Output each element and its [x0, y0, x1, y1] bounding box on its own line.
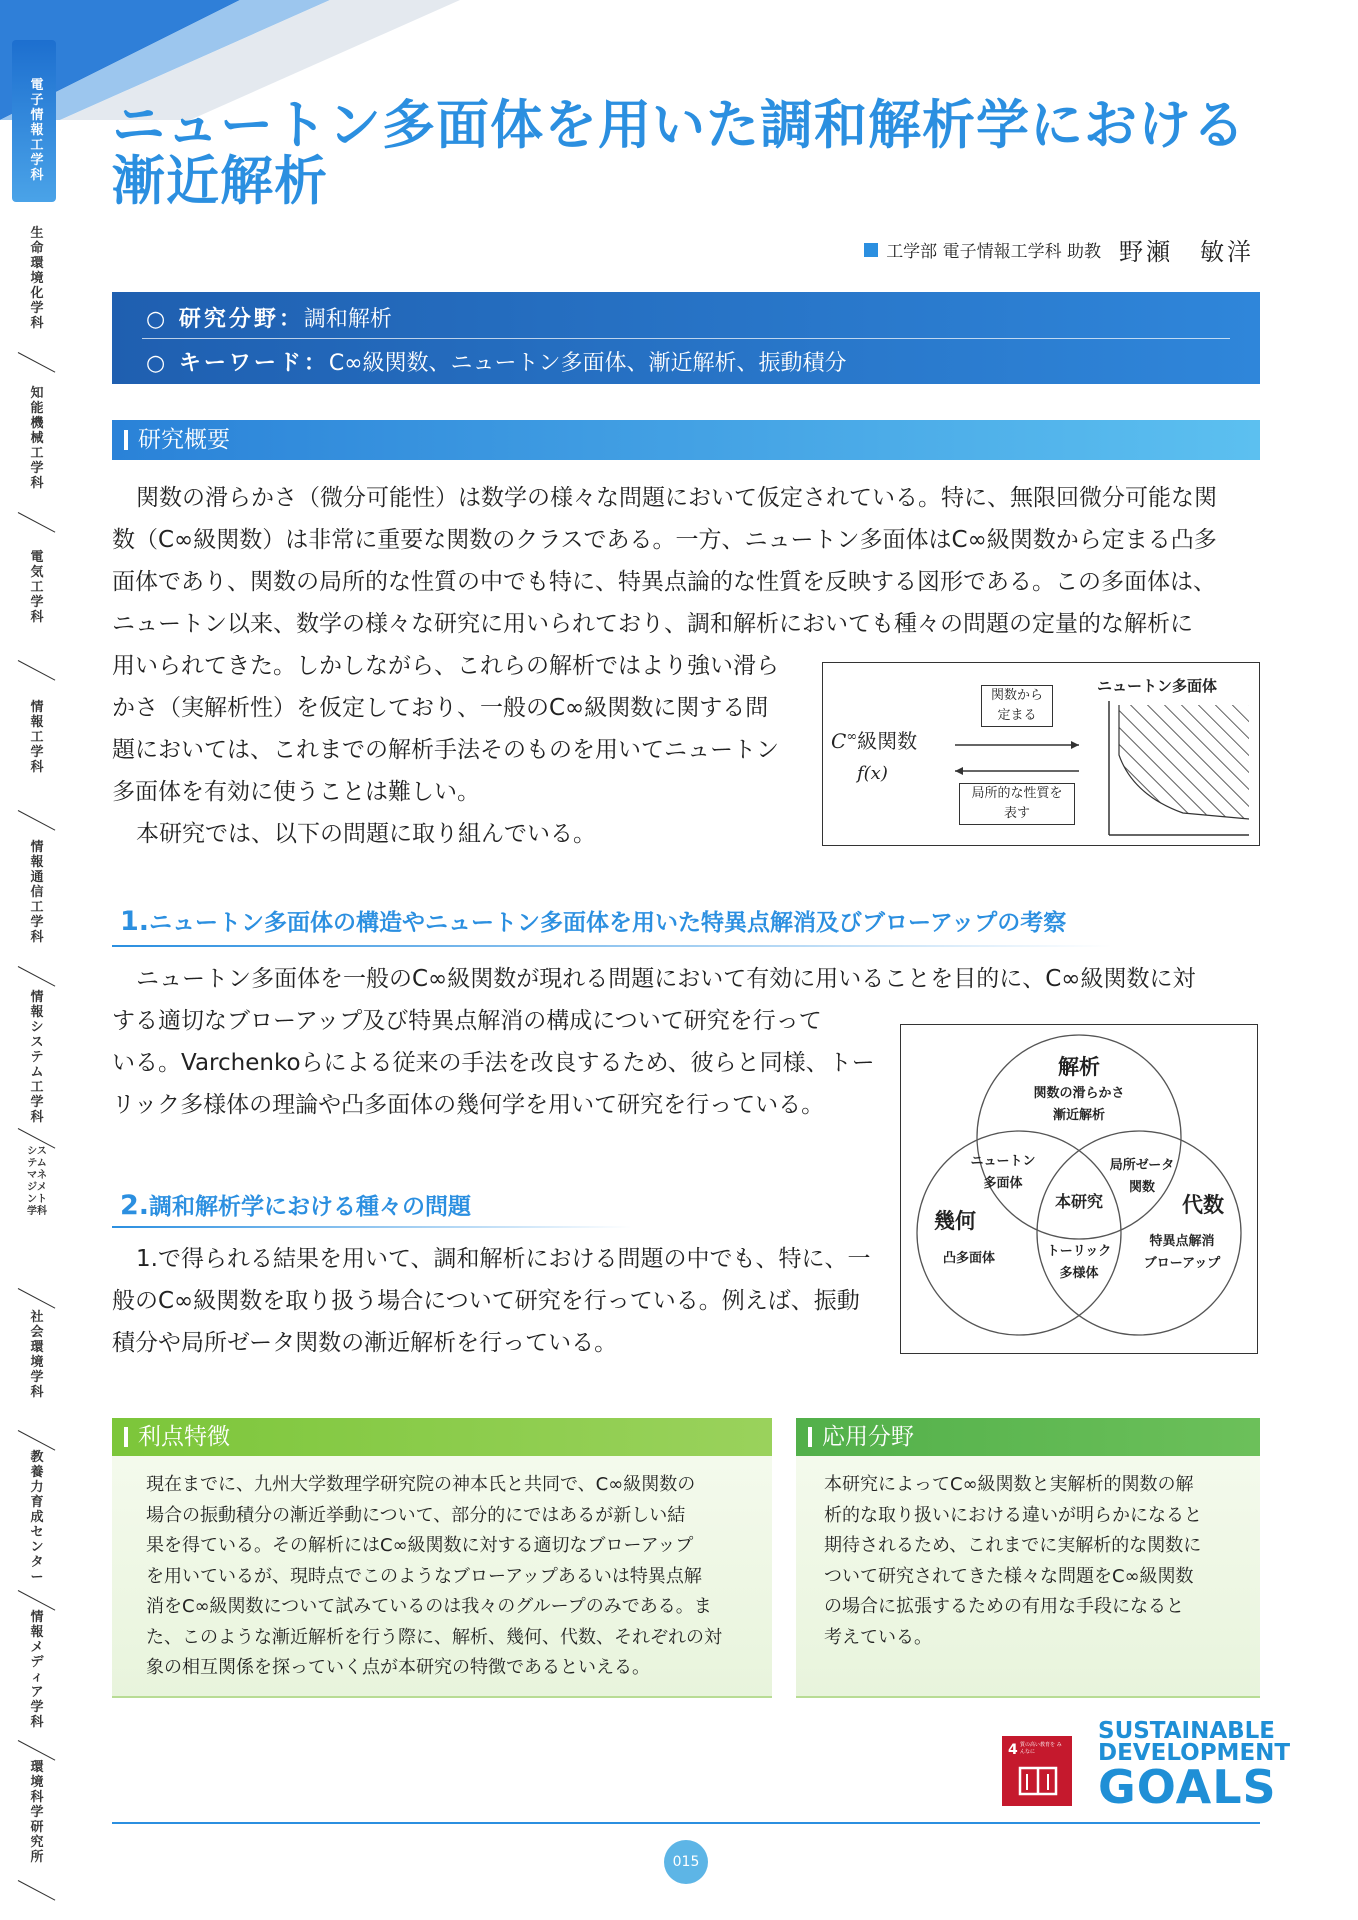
venn-analysis-sub-line: 漸近解析 — [1052, 1108, 1105, 1123]
department-sidebar — [0, 0, 70, 1920]
section1-num: 1. — [120, 906, 150, 937]
applications-heading: 応用分野 — [822, 1424, 914, 1450]
book-icon — [1018, 1764, 1058, 1798]
section1-line: ニュートン多面体を一般のC∞級関数が現れる問題において有効に用いることを目的に、C∞級関数に対 — [136, 966, 1196, 992]
hatched-polyhedron-icon — [1103, 695, 1253, 841]
features-line: 象の相互関係を探っていく点が本研究の特徴であるといえる。 — [146, 1657, 650, 1678]
sidebar-item-env-sci[interactable]: 環境科学研究所 — [30, 1760, 44, 1865]
sidebar-item-electrical[interactable]: 電気工学科 — [30, 550, 44, 625]
sdg-line-1: SUSTAINABLE — [1098, 1718, 1276, 1744]
function-symbol: C — [831, 729, 847, 753]
overview-line: 本研究では、以下の問題に取り組んでいる。 — [136, 821, 596, 847]
venn-analysis-sub-line: 関数の滑らかさ — [1033, 1086, 1125, 1101]
section1-line: いる。Varchenkoらによる従来の手法を改良するため、彼らと同様、トー — [112, 1050, 875, 1076]
features-panel — [112, 1418, 772, 1698]
applications-text — [824, 1470, 1254, 1653]
section2-line: 積分や局所ゼータ関数の漸近解析を行っている。 — [112, 1330, 618, 1356]
function-sup: ∞ — [846, 729, 858, 745]
sdg-line-3: GOALS — [1098, 1760, 1277, 1814]
features-heading-bar — [112, 1418, 772, 1456]
research-info-box — [112, 292, 1260, 384]
applications-line: 考えている。 — [824, 1626, 932, 1648]
research-field-value: 調和解析 — [303, 307, 392, 332]
sidebar-divider — [18, 512, 56, 533]
author-name: 野瀬 敏洋 — [1119, 238, 1254, 266]
venn-toric — [1033, 1241, 1125, 1285]
title-line-2: 漸近解析 — [112, 151, 328, 212]
venn-geometry-sub: 凸多面体 — [942, 1251, 995, 1266]
keyword-row — [146, 346, 847, 377]
sidebar-divider — [18, 810, 56, 831]
polyhedron-label: ニュートン多面体 — [1097, 677, 1218, 695]
section1-line: する適切なブローアップ及び特異点解消の構成について研究を行って — [112, 1008, 822, 1034]
sdg-logo — [1098, 1718, 1291, 1814]
page-title — [112, 95, 1292, 212]
venn-toric-line: トーリック — [1046, 1244, 1112, 1259]
applications-heading-bar — [796, 1418, 1260, 1456]
sidebar-item-civil-env[interactable]: 社会環境学科 — [30, 1310, 44, 1400]
overview-line: かさ（実解析性）を仮定しており、一般のC∞級関数に関する問 — [112, 695, 769, 721]
defines-box-line: 定まる — [997, 708, 1037, 723]
venn-analysis-sub — [1011, 1083, 1147, 1127]
author-square-icon — [864, 243, 878, 257]
section2-num: 2. — [120, 1190, 150, 1221]
section1-heading — [120, 904, 1066, 937]
venn-algebra-sub-line: 特異点解消 — [1149, 1234, 1215, 1249]
sdg-icon-text: 質の高い教育を みんなに — [1020, 1742, 1062, 1755]
sdg-icon-number: 4 — [1008, 1742, 1018, 1758]
features-line: 場合の振動積分の漸近挙動について、部分的にではあるが新しい結 — [146, 1504, 686, 1526]
research-field-row — [146, 302, 392, 333]
sidebar-item-cs[interactable]: 情報工学科 — [30, 700, 44, 775]
features-line: た、このような漸近解析を行う際に、解析、幾何、代数、それぞれの対 — [146, 1626, 722, 1648]
overview-line: 面体であり、関数の局所的な性質の中でも特に、特異点論的な性質を反映する図形である。この多面体は、 — [112, 569, 1216, 595]
section2-paragraph — [112, 1238, 892, 1364]
info-divider — [142, 338, 1230, 339]
sidebar-divider — [18, 966, 56, 987]
features-text — [146, 1470, 756, 1684]
heading-mark — [808, 1427, 812, 1447]
author-affiliation: 工学部 電子情報工学科 助教 — [886, 242, 1101, 262]
sidebar-item-info-media[interactable]: 情報メディア学科 — [30, 1610, 44, 1730]
newton-polyhedron-figure — [822, 662, 1260, 846]
defines-box-line: 関数から — [990, 688, 1043, 703]
section2-line: 1.で得られる結果を用いて、調和解析における問題の中でも、特に、一 — [136, 1246, 871, 1272]
heading-mark — [124, 1427, 128, 1447]
venn-newton-line: ニュートン — [970, 1154, 1036, 1169]
represents-box-line: 局所的な性質を — [971, 786, 1063, 801]
sidebar-item-ece[interactable]: 電子情報工学科 — [30, 78, 44, 183]
venn-geometry-title: 幾何 — [934, 1209, 976, 1233]
venn-newton-polyhedron — [961, 1151, 1045, 1195]
section2-line: 般のC∞級関数を取り扱う場合について研究を行っている。例えば、振動 — [112, 1288, 860, 1314]
page-number: 015 — [664, 1840, 708, 1884]
overview-line: 数（C∞級関数）は非常に重要な関数のクラスである。一方、ニュートン多面体はC∞級関数から定まる凸多 — [112, 527, 1217, 553]
venn-algebra-title: 代数 — [1182, 1193, 1224, 1217]
sidebar-item-sys-mgmt[interactable]: システムマネジメント学科 — [27, 1146, 47, 1217]
applications-panel — [796, 1418, 1260, 1698]
applications-line: 本研究によってC∞級関数と実解析的関数の解 — [824, 1474, 1194, 1495]
overview-heading-bar — [112, 420, 1260, 460]
venn-diagram-figure — [900, 1024, 1258, 1354]
features-line: 果を得ている。その解析にはC∞級関数に対する適切なブローアップ — [146, 1535, 694, 1556]
venn-algebra-sub-line: ブローアップ — [1143, 1256, 1221, 1271]
sidebar-item-info-sys[interactable]: 情報システム工学科 — [30, 990, 44, 1125]
author-info — [864, 232, 1254, 267]
sidebar-divider — [18, 1740, 56, 1761]
research-field-label: ○ 研究分野： — [146, 307, 304, 332]
keyword-value: C∞級関数、ニュートン多面体、漸近解析、振動積分 — [328, 351, 847, 376]
footer-line — [112, 1822, 1260, 1824]
heading-mark — [124, 430, 128, 450]
overview-heading: 研究概要 — [138, 427, 230, 453]
sidebar-divider — [18, 1430, 56, 1451]
features-line: 現在までに、九州大学数理学研究院の神本氏と共同で、C∞級関数の — [146, 1474, 696, 1495]
features-heading: 利点特徴 — [138, 1424, 230, 1450]
section2-heading — [120, 1188, 471, 1221]
section1-line: リック多様体の理論や凸多面体の幾何学を用いて研究を行っている。 — [112, 1092, 825, 1118]
venn-zeta-line: 局所ゼータ — [1109, 1158, 1175, 1173]
applications-line: の場合に拡張するための有用な手段になると — [824, 1596, 1184, 1617]
represents-box-line: 表す — [1003, 806, 1030, 821]
overview-line: 題においては、これまでの解析手法そのものを用いてニュートン — [112, 737, 779, 763]
venn-toric-line: 多様体 — [1059, 1266, 1099, 1281]
sdg-goal-4-icon — [1002, 1736, 1072, 1806]
section1-title: ニュートン多面体の構造やニュートン多面体を用いた特異点解消及びブローアップの考察 — [149, 910, 1067, 936]
features-line: 消をC∞級関数について試みているのは我々のグループのみである。ま — [146, 1596, 712, 1617]
venn-zeta-line: 関数 — [1128, 1180, 1155, 1195]
overview-line: 関数の滑らかさ（微分可能性）は数学の様々な問題において仮定されている。特に、無限回微分可能な関 — [136, 485, 1217, 511]
sidebar-item-info-comm[interactable]: 情報通信工学科 — [30, 840, 44, 945]
overview-line: 多面体を有効に使うことは難しい。 — [112, 779, 480, 805]
sidebar-item-intelligent-mech[interactable]: 知能機械工学科 — [30, 386, 44, 491]
keyword-label: ○ キーワード： — [146, 351, 329, 376]
function-arg: f(x) — [857, 763, 888, 784]
venn-center: 本研究 — [1054, 1192, 1103, 1211]
sidebar-item-life-env-chem[interactable]: 生命環境化学科 — [30, 226, 44, 331]
function-class-label: 級関数 — [857, 729, 918, 753]
section1-underline — [112, 945, 1112, 947]
sidebar-item-liberal-arts[interactable]: 教養力育成センター — [30, 1450, 44, 1585]
venn-newton-line: 多面体 — [983, 1176, 1023, 1191]
venn-algebra-sub — [1123, 1231, 1241, 1275]
section2-underline — [112, 1226, 632, 1228]
applications-line: 析的な取り扱いにおける違いが明らかになると — [824, 1504, 1202, 1526]
applications-bottom-line — [796, 1696, 1260, 1698]
section2-title: 調和解析学における種々の問題 — [149, 1194, 472, 1220]
features-line: を用いているが、現時点でこのようなブローアップあるいは特異点解 — [146, 1565, 702, 1587]
overview-line: 用いられてきた。しかしながら、これらの解析ではより強い滑ら — [112, 653, 779, 679]
sidebar-divider — [18, 1288, 56, 1309]
sidebar-divider — [18, 1880, 56, 1901]
sidebar-divider — [18, 352, 56, 373]
venn-analysis-title: 解析 — [1058, 1055, 1100, 1079]
sdg-line-2: DEVELOPMENT — [1098, 1740, 1291, 1766]
sidebar-divider — [18, 1590, 56, 1611]
applications-line: ついて研究されてきた様々な問題をC∞級関数 — [824, 1565, 1194, 1587]
title-line-1: ニュートン多面体を用いた調和解析学における — [112, 95, 1246, 156]
applications-line: 期待されるため、これまでに実解析的な関数に — [824, 1535, 1202, 1556]
features-bottom-line — [112, 1696, 772, 1698]
sidebar-divider — [18, 660, 56, 681]
overview-line: ニュートン以来、数学の様々な研究に用いられており、調和解析においても種々の問題の定量的な解析に — [112, 611, 1193, 637]
